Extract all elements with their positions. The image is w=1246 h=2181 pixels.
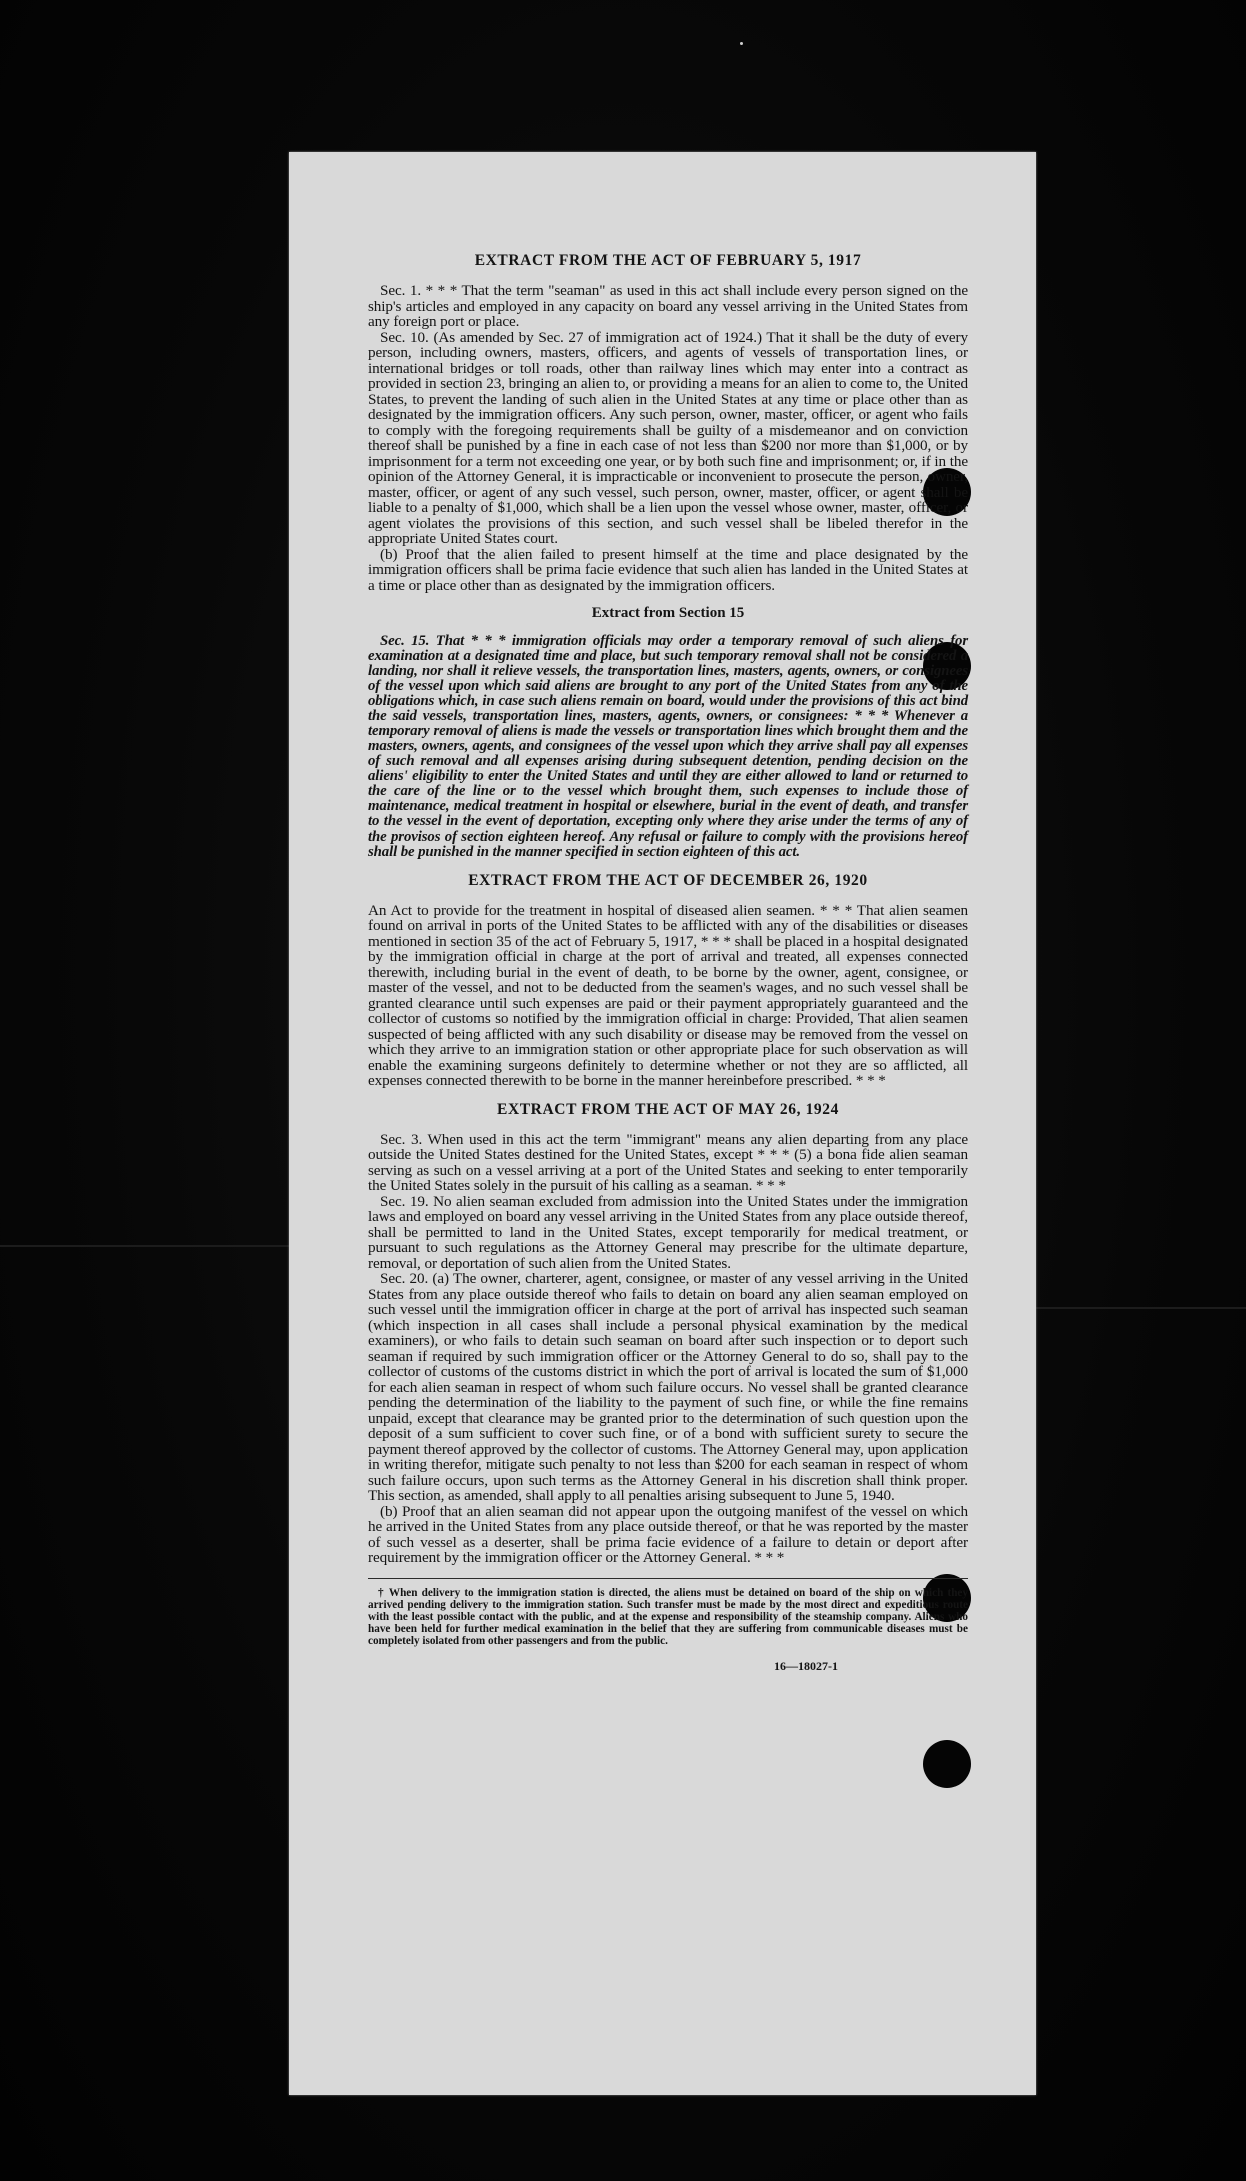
subheading-section-15: Extract from Section 15 [591,605,745,622]
section-3-paragraph: Sec. 3. When used in this act the term "immigrant" means any alien departing from any place outside the United States destined for the United States, except * * * (5) a bona fide alien seaman serving as such on a vessel arriving at a port of the United States and seeking to enter temporarily the United States solely in the pursuit of his calling as a seaman. * * * [368,1130,968,1195]
section-19-paragraph: Sec. 19. No alien seaman excluded from admission into the United States under the immigration laws and employed on board any vessel arriving in the United States from any place outside thereof, shall be permitted to land in the United States, except temporarily for medical treatment, or pursuant to such regulations as the Attorney General may prescribe for the ultimate departure, removal, or deportation of such alien from the United States. [368,1192,968,1272]
section-10-b-paragraph: (b) Proof that the alien failed to present himself at the time and place designated by the immigration officers shall be prima facie evidence that such alien has landed in the United States at a time or place other than as designated by the immigration officers. [368,545,968,594]
punch-hole [923,1740,971,1788]
footnote: † When delivery to the immigration station is directed, the aliens must be detained on board of the ship on which they arrived pending delivery to the immigration station. Such transfer must be made by the most direct and expeditious route with the least possible contact with the public, and at the expense and responsibility of the steamship company. Aliens who have been held for further medical examination in the belief that they are suffering from communicable diseases must be completely isolated from other passengers and from the public. [368,1586,968,1648]
section-1-paragraph: Sec. 1. * * * That the term "seaman" as used in this act shall include every person signed on the ship's articles and employed in any capacity on board any vessel arriving in the United States from any foreign port or place. [368,282,968,331]
heading-act-1924: EXTRACT FROM THE ACT OF MAY 26, 1924 [497,1100,839,1118]
section-15-paragraph: Sec. 15. That * * * immigration officials may order a temporary removal of such aliens for examination at a designated time and place, but such temporary removal shall not be considered a landing, nor shall it relieve vessels, the transportation lines, masters, agents, owners, or consignees of the vessel upon which said aliens are brought to any port of the United States from any of the obligations which, in case such aliens remain on board, would under the provisions of this act bind the said vessels, transportation lines, masters, agents, owners, or consignees: * * * Whenever a temporary removal of aliens is made the vessels or transportation lines which brought them and the masters, owners, agents, and consignees of the vessel upon which they arrive shall pay all expenses of such removal and all expenses arising during subsequent detention, pending decision on the aliens' eligibility to enter the United States and until they are either allowed to land or returned to the care of the line or to the vessel which brought them, such expenses to include those of maintenance, medical treatment in hospital or elsewhere, burial in the event of death, and transfer to the vessel in the event of deportation, excepting only where they arise under the terms of any of the provisos of section eighteen hereof. Any refusal or failure to comply with the provisions hereof shall be punished in the manner specified in section eighteen of this act. [368,632,968,860]
act-1920-paragraph: An Act to provide for the treatment in hospital of diseased alien seamen. * * * That alien seamen found on arrival in ports of the United States to be afflicted with any of the disabilities or diseases mentioned in section 35 of the act of February 5, 1917, * * * shall be placed in a hospital designated by the immigration official in charge at the port of arrival and treated, all expenses connected therewith, including burial in the event of death, to be borne by the owner, agent, consignee, or master of the vessel, and not to be deducted from the seamen's wages, and no such vessel shall be granted clearance until such expenses are paid or their payment appropriately guaranteed and the collector of customs so notified by the immigration official in charge: Provided, That alien seamen suspected of being afflicted with any such disability or disease may be removed from the vessel on which they arrive to an immigration station or other appropriate place for such observation as will enable the examining surgeons definitely to determine whether or not they are so afflicted, all expenses connected therewith to be borne in the manner hereinbefore prescribed. * * * [368,901,968,1090]
section-10-paragraph: Sec. 10. (As amended by Sec. 27 of immigration act of 1924.) That it shall be the duty of every person, including owners, masters, officers, and agents of vessels of transportation lines, or international bridges or toll roads, other than railway lines which may enter into a contract as provided in section 23, bringing an alien to, or providing a means for an alien to come to, the United States, to prevent the landing of such alien in the United States at any time or place other than as designated by the immigration officers. Any such person, owner, master, officer, or agent who fails to comply with the foregoing requirements shall be guilty of a misdemeanor and on conviction thereof shall be punished by a fine in each case of not less than $200 nor more than $1,000, or by imprisonment for a term not exceeding one year, or by both such fine and imprisonment; or, if in the opinion of the Attorney General, it is impracticable or inconvenient to prosecute the person, owner, master, officer, or agent of any such vessel, such person, owner, master, officer, or agent shall be liable to a penalty of $1,000, which shall be a lien upon the vessel whose owner, master, officer, or agent violates the provisions of this section, and such vessel shall be libeled therefor in the appropriate United States court. [368,328,968,548]
document-page [289,152,1036,2095]
heading-act-1917: EXTRACT FROM THE ACT OF FEBRUARY 5, 1917 [474,252,862,269]
heading-act-1920: EXTRACT FROM THE ACT OF DECEMBER 26, 1920 [468,871,868,889]
section-20-paragraph: Sec. 20. (a) The owner, charterer, agent, consignee, or master of any vessel arriving in the United States from any place outside thereof who fails to detain on board any alien seaman employed on such vessel until the immigration officer in charge at the port of arrival has inspected such seaman (which inspection in all cases shall include a personal physical examination by the medical examiners), or who fails to detain such seaman on board after such inspection or to deport such seaman if required by such immigration officer or the Attorney General to do so, shall pay to the collector of customs of the customs district in which the port of arrival is located the sum of $1,000 for each alien seaman in respect of whom such failure occurs. No vessel shall be granted clearance pending the determination of the liability to the payment of such fine, or while the fine remains unpaid, except that clearance may be granted prior to the determination of such question upon the deposit of a sum sufficient to cover such fine, or of a bond with sufficient surety to secure the payment thereof approved by the collector of customs. The Attorney General may, upon application in writing therefor, mitigate such penalty to not less than $200 for each seaman in respect of whom such failure occurs, upon such terms as the Attorney General in his discretion shall think proper. This section, as amended, shall apply to all penalties arising subsequent to June 5, 1940. [368,1270,968,1505]
dust-speck [740,42,743,45]
document-body [368,252,968,1674]
form-number: 16—18027-1 [774,1659,838,1674]
film-edge-line [1036,1307,1246,1309]
section-20-b-paragraph: (b) Proof that an alien seaman did not appear upon the outgoing manifest of the vessel on which he arrived in the United States from any place outside thereof, or that he was reported by the master of such vessel as a deserter, shall be prima facie evidence of a failure to detain or deport after requirement by the immigration officer or the Attorney General. * * * [368,1502,968,1567]
footnote-divider [368,1578,968,1579]
film-edge-line [0,1245,289,1247]
